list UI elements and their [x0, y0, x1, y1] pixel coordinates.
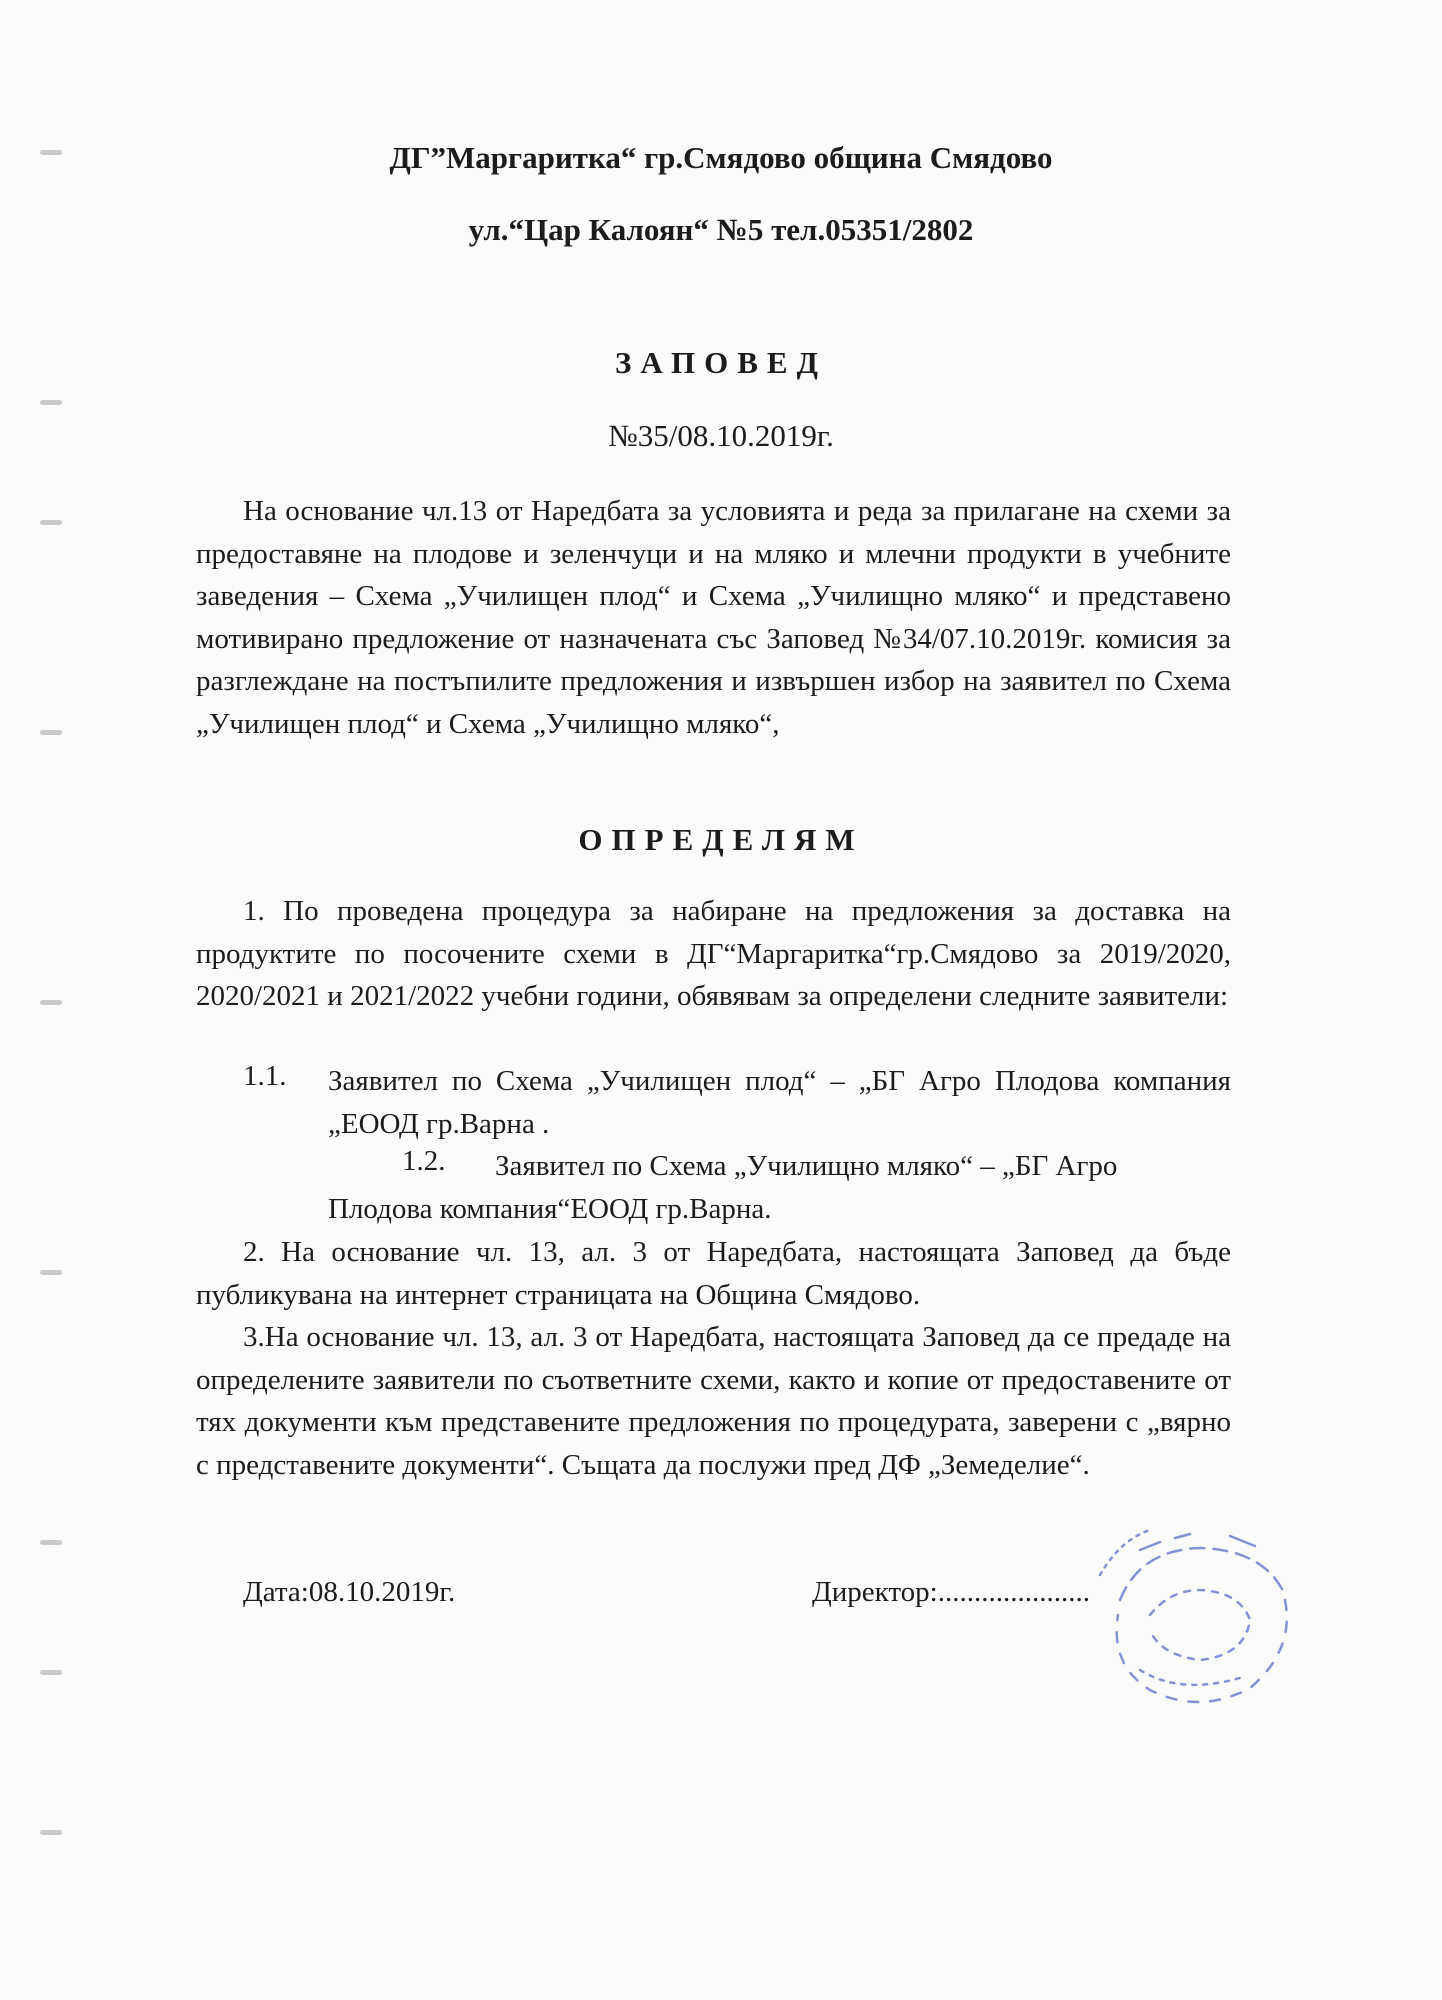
item-1-1-number: 1.1. [243, 1060, 287, 1092]
item-1-2-continuation: Плодова компания“ЕООД гр.Варна. [328, 1193, 772, 1225]
director-signature-line: Директор:..................... [812, 1576, 1090, 1608]
hole-mark [40, 400, 62, 405]
hole-mark [40, 1000, 62, 1005]
item-2-text: 2. На основание чл. 13, ал. 3 от Наредбата, настоящата Заповед да бъде публикувана на интернет страницата на Община Смядово. [196, 1236, 1231, 1311]
preamble-text: На основание чл.13 от Наредбата за условията и реда за прилагане на схеми за предоставяне на плодове и зеленчуци и на мляко и млечни продукти в учебните заведения – Схема „Училищен плод“ и Схема „Училищно мляко“ и представено мотивирано предложение от назначената със Заповед №34/07.10.2019г. комисия за разглеждане на постъпилите предложения и извършен избор на заявител по Схема „Училищен плод“ и Схема „Училищно мляко“, [196, 495, 1231, 740]
institution-name: ДГ”Маргаритка“ гр.Смядово община Смядово [389, 140, 1053, 175]
document-title: ЗАПОВЕД [615, 345, 827, 380]
item-1-1-text: Заявител по Схема „Училищен плод“ – „БГ Агро Плодова компания „ЕООД гр.Варна . [328, 1065, 1231, 1140]
hole-mark [40, 1540, 62, 1545]
item-1 [196, 890, 1231, 1018]
hole-mark [40, 1270, 62, 1275]
order-number: №35/08.10.2019г. [608, 418, 834, 453]
item-1-2-text: Заявител по Схема „Училищно мляко“ – „БГ Агро [495, 1150, 1118, 1182]
footer-date: Дата:08.10.2019г. [243, 1576, 456, 1608]
preamble-paragraph [196, 490, 1231, 746]
item-1-2-number: 1.2. [402, 1145, 446, 1177]
hole-mark [40, 1830, 62, 1835]
item-3-text: 3.На основание чл. 13, ал. 3 от Наредбата, настоящата Заповед да се предаде на определените заявители по съответните схеми, както и копие от предоставените от тях документи към представените предложения по процедурата, заверени с „вярно с представените документи“. Същата да послужи пред ДФ „Земеделие“. [196, 1321, 1231, 1481]
item-3 [196, 1316, 1231, 1486]
item-1-text: 1. По проведена процедура за набиране на предложения за доставка на продуктите по посочените схеми в ДГ“Маргаритка“гр.Смядово за 2019/2020, 2020/2021 и 2021/2022 учебни години, обявявам за определени следните заявители: [196, 895, 1231, 1013]
hole-mark [40, 1670, 62, 1675]
item-2 [196, 1231, 1231, 1316]
institution-address: ул.“Цар Калоян“ №5 тел.05351/2802 [468, 212, 974, 247]
stamp-icon [1080, 1520, 1320, 1720]
decision-heading: ОПРЕДЕЛЯМ [578, 822, 864, 857]
hole-mark [40, 520, 62, 525]
hole-mark [40, 730, 62, 735]
binder-hole-marks [40, 0, 70, 2000]
